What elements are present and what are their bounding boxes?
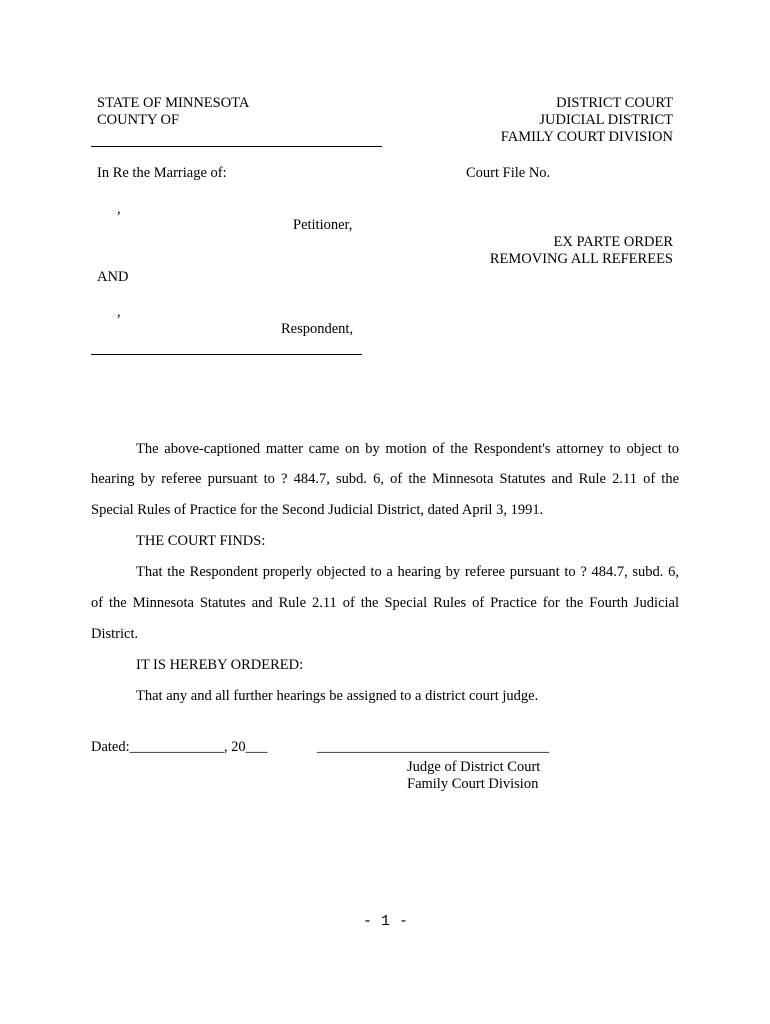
paragraph-3: That any and all further hearings be assigned to a district court judge. xyxy=(136,688,539,704)
petitioner-name-comma: , xyxy=(117,201,121,217)
respondent-name-comma: , xyxy=(117,304,121,320)
judge-division: Family Court Division xyxy=(407,776,539,792)
dated-field: Dated:_____________, 20___ xyxy=(91,739,268,755)
judge-title: Judge of District Court xyxy=(407,759,541,775)
respondent-label: Respondent, xyxy=(281,321,354,337)
petitioner-label: Petitioner, xyxy=(293,217,353,233)
paragraph-2-line-2: of the Minnesota Statutes and Rule 2.11 of the Special Rules of Practice for the Fourth Judicial xyxy=(91,595,679,611)
caption-rule xyxy=(91,354,362,355)
court-file-label: Court File No. xyxy=(466,165,551,181)
court-finds-heading: THE COURT FINDS: xyxy=(136,533,266,549)
judge-signature-line: ________________________________ xyxy=(317,739,549,755)
ordered-heading: IT IS HEREBY ORDERED: xyxy=(136,657,304,673)
division-label: FAMILY COURT DIVISION xyxy=(500,129,673,145)
paragraph-2-line-3: District. xyxy=(91,626,139,642)
state-name: STATE OF MINNESOTA xyxy=(97,95,250,111)
county-label: COUNTY OF xyxy=(97,112,180,128)
paragraph-2-line-1: That the Respondent properly objected to a hearing by referee pursuant to ? 484.7, subd. 6, xyxy=(136,564,679,580)
county-rule xyxy=(91,146,382,147)
court-name: DISTRICT COURT xyxy=(556,95,673,111)
order-title-line1: EX PARTE ORDER xyxy=(553,234,673,250)
paragraph-1-line-1: The above-captioned matter came on by motion of the Respondent's attorney to object to xyxy=(136,441,679,457)
and-label: AND xyxy=(97,269,129,285)
district-label: JUDICIAL DISTRICT xyxy=(539,112,673,128)
paragraph-1-line-2: hearing by referee pursuant to ? 484.7, subd. 6, of the Minnesota Statutes and Rule 2.11 of the xyxy=(91,471,679,487)
paragraph-1-line-3: Special Rules of Practice for the Second Judicial District, dated April 3, 1991. xyxy=(91,502,544,518)
page-number: - 1 - xyxy=(363,913,409,930)
order-title-line2: REMOVING ALL REFEREES xyxy=(489,251,673,267)
in-re-label: In Re the Marriage of: xyxy=(97,165,227,181)
